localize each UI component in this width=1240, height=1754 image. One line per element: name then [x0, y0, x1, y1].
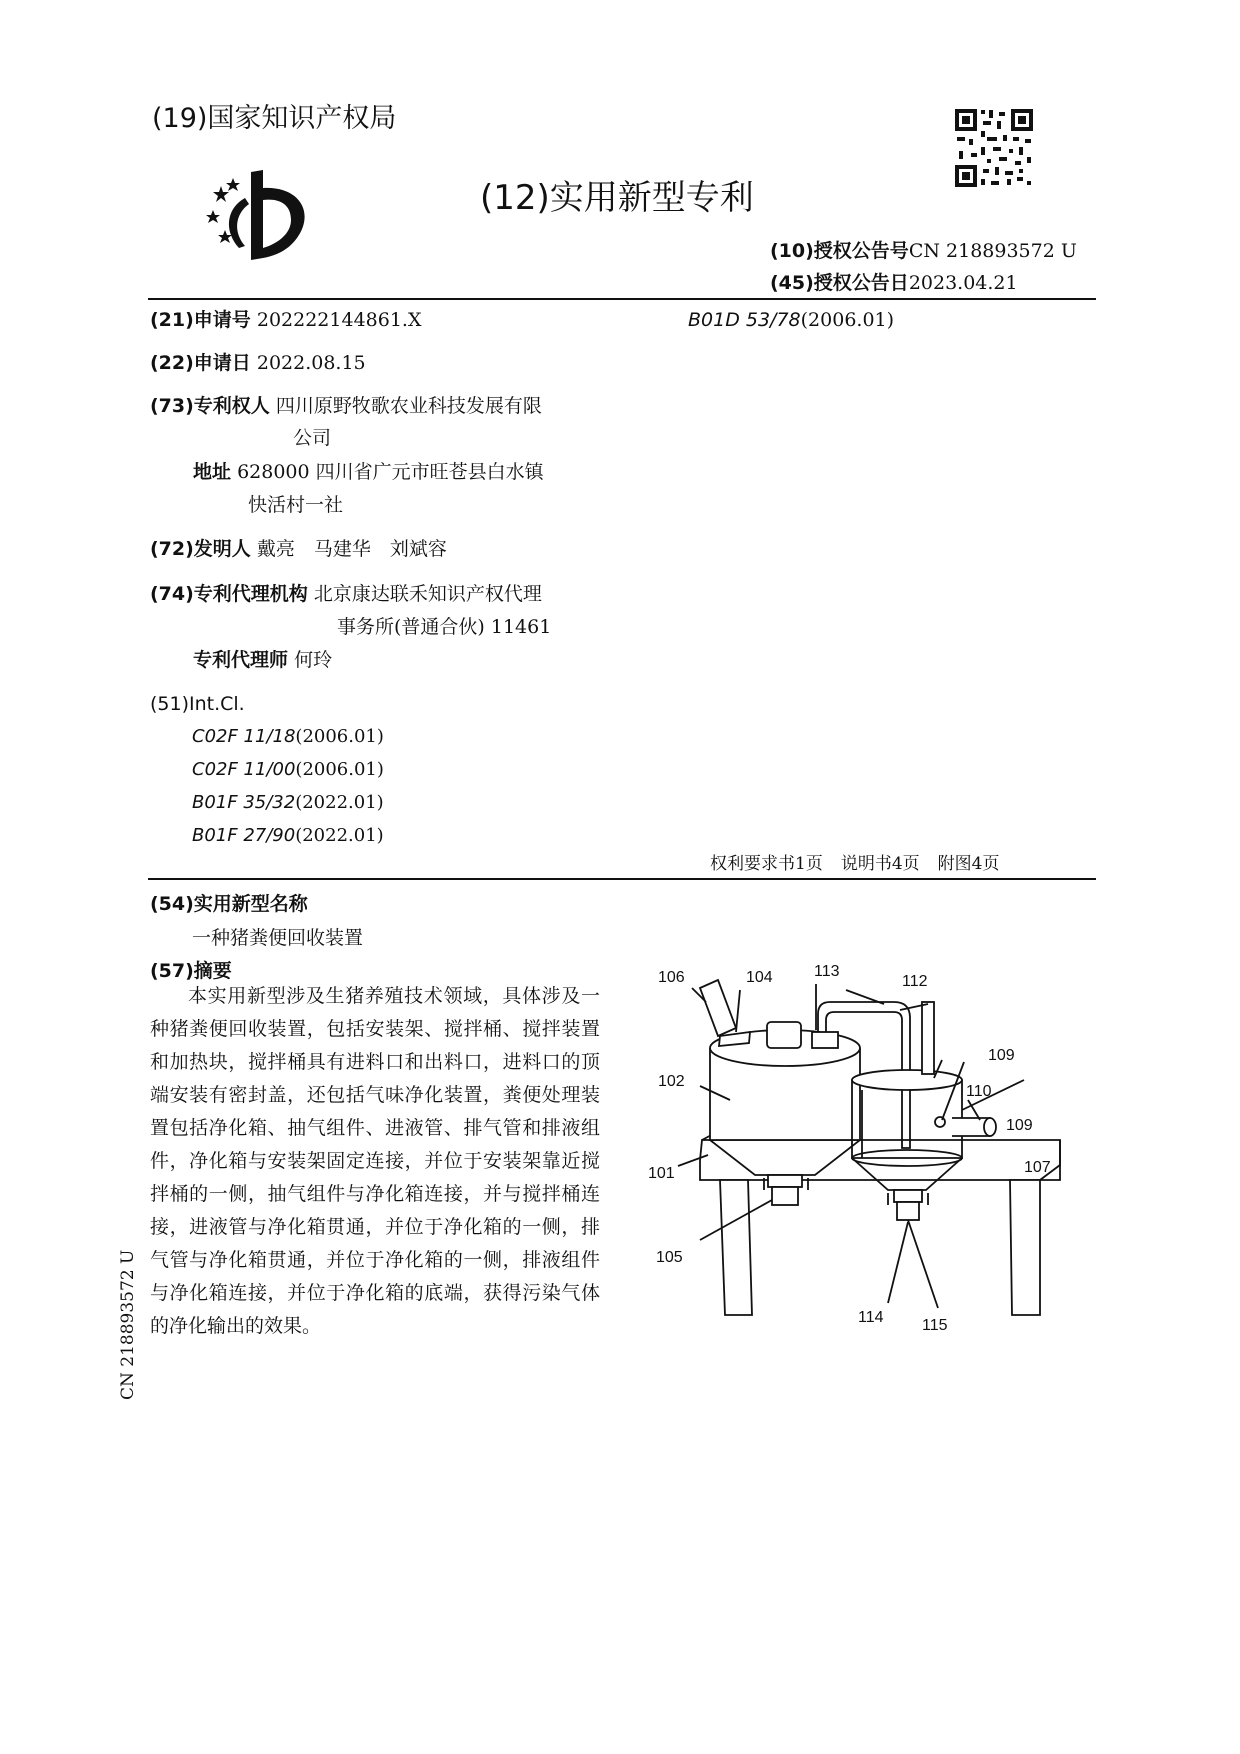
label-109-top: 109 — [988, 1047, 1015, 1064]
utility-model-title: 一种猪粪便回收装置 — [192, 927, 364, 949]
agency-cont: 事务所(普通合伙) 11461 — [337, 616, 552, 638]
label-107: 107 — [1024, 1159, 1051, 1176]
publication-date: (45)授权公告日2023.04.21 — [770, 272, 1018, 294]
middle-divider — [148, 878, 1096, 880]
application-number: (21)申请号 202222144861.X — [150, 309, 422, 331]
label-115: 115 — [922, 1317, 948, 1334]
label-101: 101 — [648, 1165, 675, 1182]
page-counts: 权利要求书1页 说明书4页 附图4页 — [710, 854, 1000, 874]
cnipa-logo-icon — [205, 168, 325, 268]
ipc-entry: C02F 11/00(2006.01) — [192, 759, 384, 780]
patentee-cont: 公司 — [293, 427, 332, 449]
device-drawing — [640, 950, 1080, 1360]
label-110: 110 — [966, 1083, 992, 1100]
office-name: (19)国家知识产权局 — [152, 103, 397, 134]
ipc-entry: B01F 35/32(2022.01) — [192, 792, 384, 813]
address-cont: 快活村一社 — [248, 494, 344, 516]
abstract-label: (57)摘要 — [150, 960, 232, 982]
inventors: (72)发明人 戴亮 马建华 刘斌容 — [150, 538, 447, 560]
top-divider — [148, 298, 1096, 300]
side-publication-number: CN 218893572 U — [118, 1249, 138, 1400]
patentee: (73)专利权人 四川原野牧歌农业科技发展有限 — [150, 395, 542, 417]
label-102: 102 — [658, 1073, 685, 1090]
agency: (74)专利代理机构 北京康达联禾知识产权代理 — [150, 583, 542, 605]
title-label: (54)实用新型名称 — [150, 893, 308, 915]
label-109-side: 109 — [1006, 1117, 1033, 1134]
abstract-text: 本实用新型涉及生猪养殖技术领域，具体涉及一种猪粪便回收装置，包括安装架、搅拌桶、搅拌装置和加热块，搅拌桶具有进料口和出料口，进料口的顶端安装有密封盖，还包括气味净化装置，粪便处理装置包括净化箱、抽气组件、进液管、排气管和排液组件，净化箱与安装架固定连接，并位于安装架靠近搅拌桶的一侧，抽气组件与净化箱连接，并与搅拌桶连接，进液管与净化箱贯通，并位于净化箱的一侧，排气管与净化箱贯通，并位于净化箱的一侧，排液组件与净化箱连接，并位于净化箱的底端，获得污染气体的净化输出的效果。 — [150, 985, 600, 1337]
label-105: 105 — [656, 1249, 683, 1266]
document-type: (12)实用新型专利 — [480, 178, 754, 218]
intcl-label: (51)Int.Cl. — [150, 693, 245, 715]
label-104: 104 — [746, 969, 773, 986]
application-date: (22)申请日 2022.08.15 — [150, 352, 366, 374]
qr-code-icon — [953, 107, 1035, 189]
label-114: 114 — [858, 1309, 884, 1326]
label-106: 106 — [658, 969, 685, 986]
label-112: 112 — [902, 973, 928, 990]
ipc-main: B01D 53/78(2006.01) — [688, 309, 895, 331]
publication-number: (10)授权公告号CN 218893572 U — [770, 240, 1077, 262]
ipc-entry: B01F 27/90(2022.01) — [192, 825, 384, 846]
label-113: 113 — [814, 963, 840, 980]
address: 地址 628000 四川省广元市旺苍县白水镇 — [193, 461, 544, 483]
patent-agent: 专利代理师 何玲 — [193, 649, 333, 671]
ipc-entry: C02F 11/18(2006.01) — [192, 726, 384, 747]
